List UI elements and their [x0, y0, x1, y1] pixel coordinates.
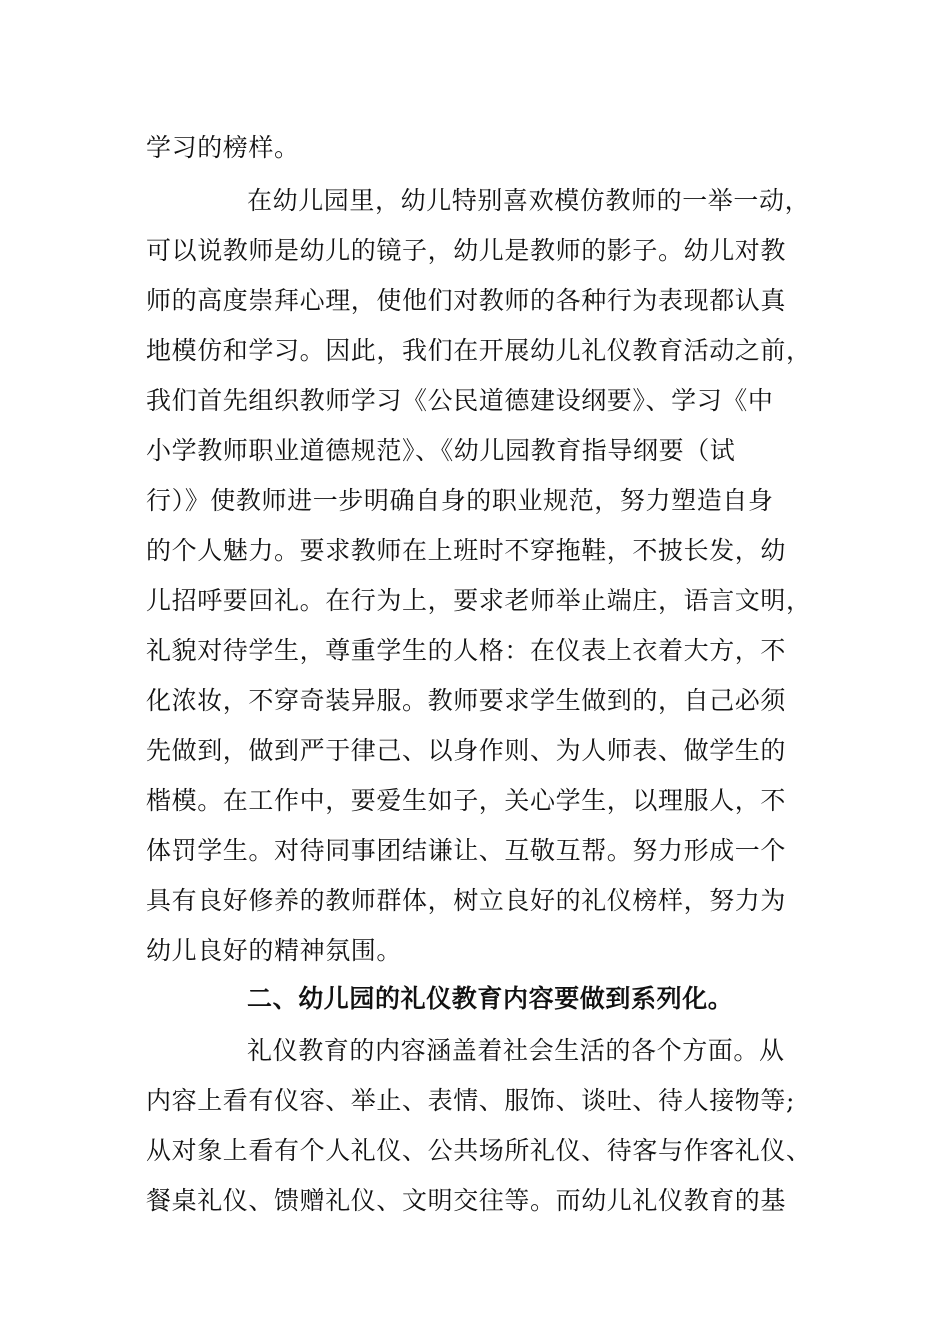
- text-line: 楷模。在工作中，要爱生如子，关心学生，以理服人，不: [146, 786, 787, 815]
- text-line: 师的高度崇拜心理，使他们对教师的各种行为表现都认真: [146, 286, 787, 315]
- section-heading: 二、幼儿园的礼仪教育内容要做到系列化。: [247, 984, 734, 1013]
- text-line: 具有良好修养的教师群体，树立良好的礼仪榜样，努力为: [146, 886, 787, 915]
- text-line: 化浓妆，不穿奇装异服。教师要求学生做到的，自己必须: [146, 686, 787, 715]
- paragraph-first-line: 礼仪教育的内容涵盖着社会生活的各个方面。从: [247, 1036, 785, 1065]
- text-line: 行）》使教师进一步明确自身的职业规范，努力塑造自身: [146, 486, 774, 515]
- text-line: 先做到，做到严于律己、以身作则、为人师表、做学生的: [146, 736, 787, 765]
- text-line: 地模仿和学习。因此，我们在开展幼儿礼仪教育活动之前，: [146, 336, 812, 365]
- text-line: 我们首先组织教师学习《公民道德建设纲要》、学习《中: [146, 386, 774, 415]
- text-line: 幼儿良好的精神氛围。: [146, 936, 403, 965]
- text-line: 从对象上看有个人礼仪、公共场所礼仪、待客与作客礼仪、: [146, 1136, 812, 1165]
- text-line: 体罚学生。对待同事团结谦让、互敬互帮。努力形成一个: [146, 836, 787, 865]
- text-line: 内容上看有仪容、举止、表情、服饰、谈吐、待人接物等;: [146, 1086, 796, 1115]
- text-line: 的个人魅力。要求教师在上班时不穿拖鞋，不披长发，幼: [146, 536, 787, 565]
- text-line: 儿招呼要回礼。在行为上，要求老师举止端庄，语言文明，: [146, 586, 812, 615]
- text-line: 学习的榜样。: [146, 133, 300, 162]
- text-line: 可以说教师是幼儿的镜子，幼儿是教师的影子。幼儿对教: [146, 236, 787, 265]
- text-line: 礼貌对待学生，尊重学生的人格：在仪表上衣着大方，不: [146, 636, 787, 665]
- paragraph-first-line: 在幼儿园里，幼儿特别喜欢模仿教师的一举一动，: [247, 186, 811, 215]
- text-line: 小学教师职业道德规范》、《幼儿园教育指导纲要（试: [146, 436, 736, 465]
- text-line: 餐桌礼仪、馈赠礼仪、文明交往等。而幼儿礼仪教育的基: [146, 1186, 787, 1215]
